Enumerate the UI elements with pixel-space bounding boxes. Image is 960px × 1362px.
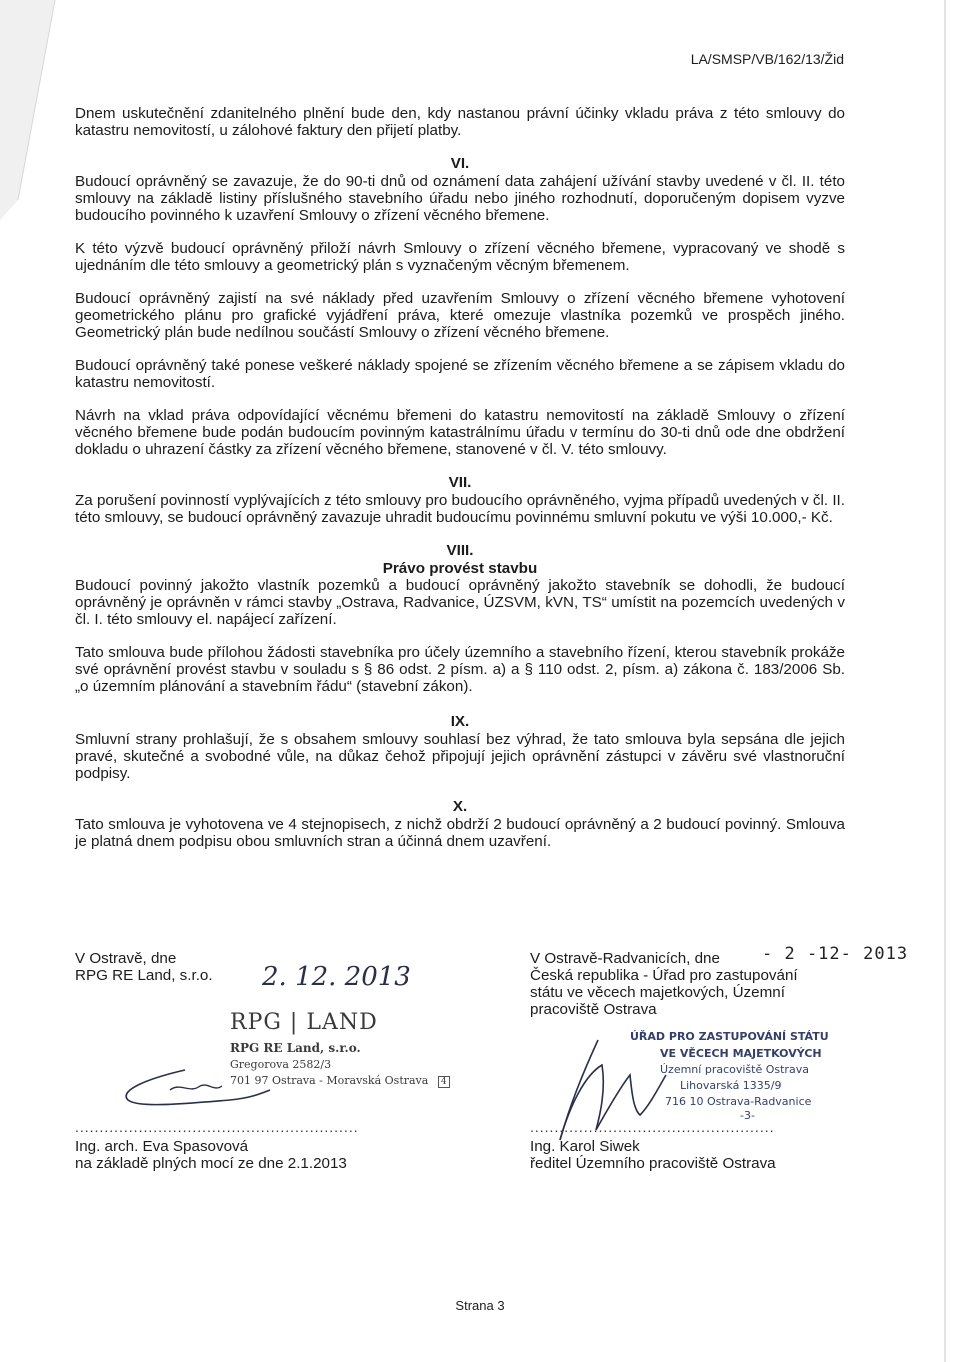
section-x-paragraph: Tato smlouva je vyhotovena ve 4 stejnopisech, z nichž obdrží 2 budoucí oprávněný a 2 budoucí povinný. Smlouva je platná dnem podpisu obou smluvních stran a účinná dnem uzavření. <box>75 816 845 850</box>
section-vi-paragraph-1: Budoucí oprávněný se zavazuje, že do 90-ti dnů od oznámení data zahájení užívání stavby uvedené v čl. II. této smlouvy na základě listiny příslušného stavebního úřadu nebo jiného rozhodnutí, doporučeným dopisem vyzve budoucího povinného k uzavření Smlouvy o zřízení věcného břemene. <box>75 173 845 224</box>
section-viii-heading: VIII. <box>446 542 474 559</box>
section-vi-heading: VI. <box>450 155 470 172</box>
stamp-right-line1: ÚŘAD PRO ZASTUPOVÁNÍ STÁTU <box>630 1030 829 1043</box>
stamp-right-line5: 716 10 Ostrava-Radvanice <box>665 1095 812 1108</box>
left-note: na základě plných mocí ze dne 2.1.2013 <box>75 1155 347 1172</box>
right-stamped-date: - 2 -12- 2013 <box>762 944 909 964</box>
signature-left-handwriting <box>110 1060 280 1120</box>
section-vi-paragraph-3: Budoucí oprávněný zajistí na své náklady před uzavřením Smlouvy o zřízení věcného břemene vyhotovení geometrického plánu pro grafické vyjádření práva, které omezuje vlastníka pozemků ve prospěch jiného. Geometrický plán bude nedílnou součástí Smlouvy o zřízení věcného břemene. <box>75 290 845 341</box>
document-reference: LA/SMSP/VB/162/13/Žid <box>690 51 844 67</box>
page-number: Strana 3 <box>455 1298 505 1313</box>
right-org-line-2: státu ve věcech majetkových, Územní <box>530 984 785 1001</box>
right-org-line-1: Česká republika - Úřad pro zastupování <box>530 967 798 984</box>
left-signature-dots: .......................................................... <box>75 1119 359 1135</box>
left-signatory <box>75 1138 347 1172</box>
section-vii-paragraph: Za porušení povinností vyplývajících z této smlouvy pro budoucího oprávněného, vyjma případů uvedených v čl. II. této smlouvy, se budoucí oprávněný zavazuje uhradit budoucímu povinnému smluvní pokutu ve výši 10.000,- Kč. <box>75 492 845 526</box>
stamp-left-line1: RPG RE Land, s.r.o. <box>230 1041 361 1055</box>
right-title: ředitel Územního pracoviště Ostrava <box>530 1155 776 1172</box>
stamp-logo: RPG | LAND <box>230 1010 378 1035</box>
stamp-right-number: -3- <box>740 1109 755 1122</box>
stamp-right-line3: Územní pracoviště Ostrava <box>660 1063 809 1076</box>
section-ix-heading: IX. <box>450 713 470 730</box>
scan-edge-line <box>944 0 946 1362</box>
intro-paragraph: Dnem uskutečnění zdanitelného plnění bude den, kdy nastanou právní účinky vkladu práva z této smlouvy do katastru nemovitostí, u zálohové faktury den přijetí platby. <box>75 105 845 139</box>
section-ix-paragraph: Smluvní strany prohlašují, že s obsahem smlouvy souhlasí bez výhrad, že tato smlouva byla sepsána dle jejich pravé, skutečné a svobodné vůle, na důkaz čehož připojují jejich oprávnění zástupci v závěru své vlastnoruční podpisy. <box>75 731 845 782</box>
right-name: Ing. Karol Siwek <box>530 1138 640 1155</box>
contract-body <box>75 105 845 850</box>
stamp-left-line3: 701 97 Ostrava - Moravská Ostrava <box>230 1074 429 1087</box>
section-vii-heading: VII. <box>448 474 472 491</box>
right-org-line-3: pracoviště Ostrava <box>530 1001 657 1018</box>
left-company: RPG RE Land, s.r.o. <box>75 967 213 984</box>
stamp-left-box: 4 <box>438 1076 450 1088</box>
stamp-right-line2: VE VĚCECH MAJETKOVÝCH <box>660 1047 822 1060</box>
section-vi-paragraph-5: Návrh na vklad práva odpovídající věcnému břemeni do katastru nemovitostí na základě Smlouvy o zřízení věcného břemene bude podán budoucím povinným katastrálnímu úřadu v termínu do 30-ti dnů ode dne obdržení dokladu o uhrazení částky za zřízení věcného břemene, stanovené v čl. V. této smlouvy. <box>75 407 845 458</box>
section-viii-paragraph-2: Tato smlouva bude přílohou žádosti stavebníka pro účely územního a stavebního řízení, kterou stavebník prokáže své oprávnění provést stavbu v souladu s § 86 odst. 2 písm. a) a § 110 odst. 2, písm. a) zákona č. 183/2006 Sb. „o územním plánování a stavebním řádu“ (stavební zákon). <box>75 644 845 695</box>
right-signature-dots: .................................................. <box>530 1119 775 1135</box>
right-place: V Ostravě-Radvanicích, dne <box>530 950 720 967</box>
left-place: V Ostravě, dne <box>75 950 177 967</box>
section-x-heading: X. <box>452 798 468 815</box>
section-vi-paragraph-4: Budoucí oprávněný také ponese veškeré náklady spojené se zřízením věcného břemene a se zápisem vkladu do katastru nemovitostí. <box>75 357 845 391</box>
right-signatory <box>530 1138 776 1172</box>
left-name: Ing. arch. Eva Spasovová <box>75 1138 249 1155</box>
section-viii-title: Právo provést stavbu <box>382 560 538 577</box>
section-vi-paragraph-2: K této výzvě budoucí oprávněný přiloží návrh Smlouvy o zřízení věcného břemene, vypracovaný ve shodě s ujednáním dle této smlouvy a geometrický plán s vyznačeným věcným břemenem. <box>75 240 845 274</box>
section-viii-paragraph-1: Budoucí povinný jakožto vlastník pozemků a budoucí oprávněný jakožto stavebník se dohodli, že budoucí oprávněný je oprávněn v rámci stavby „Ostrava, Radvanice, ÚZSVM, kVN, TS“ umístit na pozemcích uvedených v čl. I. této smlouvy el. napájecí zařízení. <box>75 577 845 628</box>
stamp-right-line4: Lihovarská 1335/9 <box>680 1079 782 1092</box>
stamp-left-line2: Gregorova 2582/3 <box>230 1058 332 1071</box>
left-handwritten-date: 2. 12. 2013 <box>262 962 411 992</box>
scan-edge-shadow <box>0 0 60 220</box>
